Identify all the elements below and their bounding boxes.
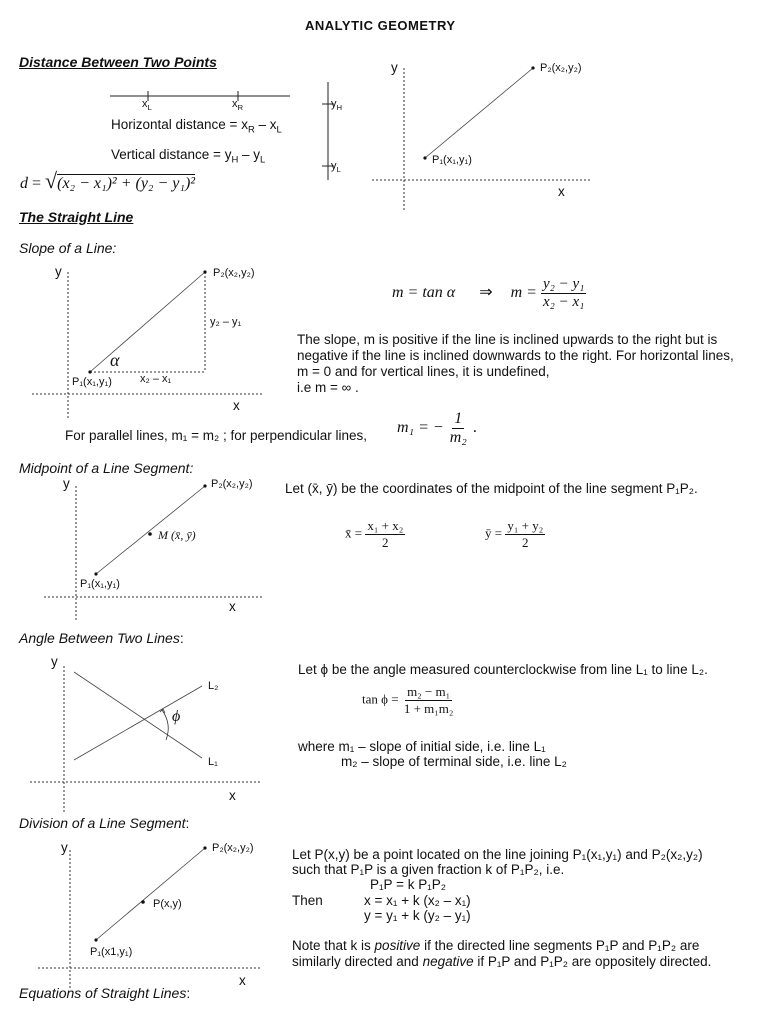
xr-label: $x_R$ <box>232 98 244 113</box>
division-graph-y-label: y <box>61 840 68 855</box>
angle-graph-y-label: y <box>51 654 58 669</box>
slope-ie-text: i.e m = ∞ . <box>297 380 359 395</box>
angle-heading: Angle Between Two Lines: <box>19 630 184 646</box>
division-line-2: such that P₁P is a given fraction k of P₁P₂, i.e. <box>292 862 565 877</box>
yl-label: $y_L$ <box>331 160 341 175</box>
division-eq-2: y = y₁ + k (y₂ – y₁) <box>364 908 471 923</box>
division-then: Then <box>292 893 323 908</box>
midpoint-p1-label: P₁(x₁,y₁) <box>80 578 120 590</box>
midpoint-p2-label: P₂(x₂,y₂) <box>211 478 253 490</box>
horizontal-number-line <box>110 91 290 101</box>
ybar-formula: ȳ = $\frac{\text{y₁ + y₂}}{2}$ <box>485 518 544 550</box>
run-label: x₂ – x₁ <box>140 373 172 385</box>
midpoint-m-label: M (x̄, ȳ) <box>158 528 196 542</box>
division-p2-label: P₂(x₂,y₂) <box>212 842 254 854</box>
page-title: ANALYTIC GEOMETRY <box>305 18 456 33</box>
angle-let-text: Let ϕ be the angle measured counterclockwise from line L₁ to line L₂. <box>298 662 708 677</box>
rise-label: y₂ – y₁ <box>210 316 242 328</box>
distance-graph-y-label: y <box>391 60 398 75</box>
division-heading: Division of a Line Segment: <box>19 815 190 831</box>
angle-where-2: m₂ – slope of terminal side, i.e. line L₂ <box>341 754 567 769</box>
division-eq-1: x = x₁ + k (x₂ – x₁) <box>364 893 471 908</box>
equations-heading: Equations of Straight Lines: <box>19 985 191 1001</box>
angle-graph-x-label: x <box>229 788 236 803</box>
midpoint-graph-x-label: x <box>229 599 236 614</box>
slope-graph-x-label: x <box>233 398 240 413</box>
line-l1-label: L₁ <box>208 756 218 768</box>
distance-p1-label: P₁(x₁,y₁) <box>432 154 472 166</box>
distance-p2-label: P₂(x₂,y₂) <box>540 62 582 74</box>
xl-label: $x_L$ <box>142 98 152 113</box>
angle-where-1: where m₁ – slope of initial side, i.e. line L₁ <box>298 739 546 754</box>
horizontal-distance-text: Horizontal distance = $x_R - x_L$ <box>111 117 282 136</box>
midpoint-let-text: Let (x̄, ȳ) be the coordinates of the midpoint of the line segment P₁P₂. <box>285 481 698 496</box>
midpoint-heading: Midpoint of a Line Segment: <box>19 460 194 476</box>
slope-heading: Slope of a Line: <box>19 240 117 256</box>
slope-p2-label: P₂(x₂,y₂) <box>213 267 255 279</box>
division-graph <box>38 846 262 990</box>
midpoint-graph-y-label: y <box>63 476 70 491</box>
yh-label: $y_H$ <box>331 98 343 113</box>
division-p-label: P(x,y) <box>153 898 182 910</box>
vertical-distance-text: Vertical distance = $y_H - y_L$ <box>111 147 266 166</box>
alpha-symbol: α <box>110 350 120 370</box>
division-note: Note that k is positive if the directed line segments P₁P and P₁P₂ are similarly directed and negative if P₁P and P₁P₂ are oppositely directed. <box>292 938 712 969</box>
slope-formula: m = tan α ⇒ m = $\frac{\text{y₂ − y₁}}{\text{x₂ − x₁}}$ <box>392 276 585 310</box>
xbar-formula: x̄ = $\frac{\text{x₁ + x₂}}{2}$ <box>345 518 404 550</box>
angle-graph <box>30 666 262 812</box>
division-line-3: P₁P = k P₁P₂ <box>370 877 447 892</box>
perpendicular-formula: m₁ = − $\frac{1}{\text{m₂}}$ . <box>397 410 477 446</box>
straight-line-heading: The Straight Line <box>19 209 134 225</box>
phi-symbol: ϕ <box>172 708 181 725</box>
distance-graph-x-label: x <box>558 184 565 199</box>
tan-phi-formula: tan ϕ = $\frac{\text{m₂ − m₁}}{\text{1 + m₁m₂}}$ <box>362 684 454 716</box>
slope-p1-label: P₁(x₁,y₁) <box>72 376 112 388</box>
division-p1-label: P₁(x1,y₁) <box>90 946 133 958</box>
parallel-perpendicular-text: For parallel lines, m₁ = m₂ ; for perpendicular lines, <box>65 428 368 443</box>
distance-formula: d = √(x₂ − x₁)² + (y₂ − y₁)² <box>20 168 196 193</box>
distance-heading: Distance Between Two Points <box>19 54 217 70</box>
division-line-1: Let P(x,y) be a point located on the line joining P₁(x₁,y₁) and P₂(x₂,y₂) <box>292 847 703 862</box>
line-l2-label: L₂ <box>208 680 219 692</box>
slope-graph-y-label: y <box>55 264 62 279</box>
slope-description: The slope, m is positive if the line is inclined upwards to the right but is negative if the line is inclined downwards to the right. For horizontal lines, m = 0 and for vertical lines, it is undefined, <box>297 332 734 379</box>
division-graph-x-label: x <box>239 973 246 988</box>
slope-graph <box>32 270 262 420</box>
